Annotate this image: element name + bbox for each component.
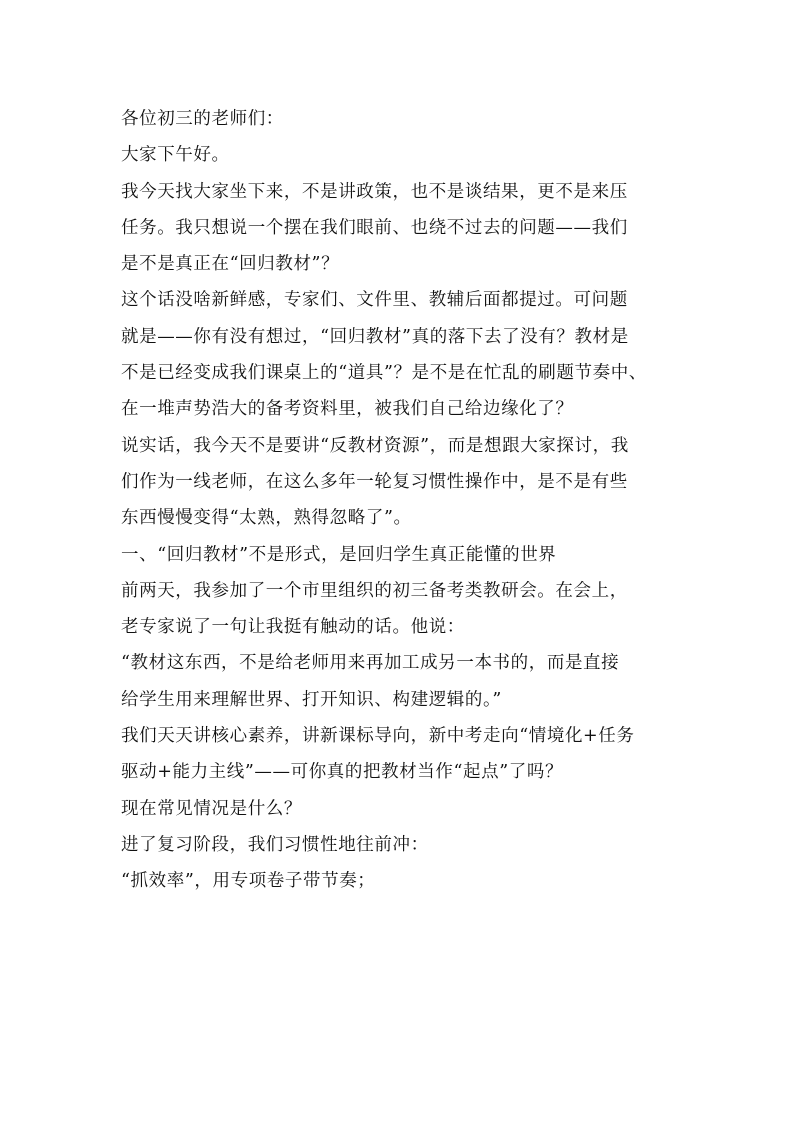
paragraph-line: 进了复习阶段，我们习惯性地往前冲： (121, 834, 429, 855)
paragraph-line: 是不是真正在“回归教材”？ (121, 254, 340, 275)
section-heading: 一、“回归教材”不是形式，是回归学生真正能懂的世界 (121, 544, 557, 565)
quote-line: 给学生用来理解世界、打开知识、构建逻辑的。” (121, 689, 502, 710)
paragraph-line: 不是已经变成我们课桌上的“道具”？是不是在忙乱的刷题节奏中、 (121, 363, 647, 384)
paragraph-line: “抓效率”，用专项卷子带节奏； (121, 871, 376, 892)
paragraph-line: 现在常见情况是什么？ (121, 798, 302, 819)
paragraph-line: 驱动+能力主线”——可你真的把教材当作“起点”了吗？ (121, 762, 564, 783)
paragraph-line: 任务。我只想说一个摆在我们眼前、也绕不过去的问题——我们 (121, 217, 628, 238)
paragraph-line: 我们天天讲核心素养，讲新课标导向，新中考走向“情境化+任务 (121, 726, 635, 747)
greeting: 大家下午好。 (121, 145, 230, 166)
paragraph-line: 东西慢慢变得“太熟，熟得忽略了”。 (121, 508, 412, 529)
paragraph-line: 就是——你有没有想过，“回归教材”真的落下去了没有？教材是 (121, 326, 629, 347)
paragraph-line: 们作为一线老师，在这么多年一轮复习惯性操作中，是不是有些 (121, 471, 628, 492)
paragraph-line: 我今天找大家坐下来，不是讲政策，也不是谈结果，更不是来压 (121, 181, 628, 202)
document-body (121, 101, 681, 900)
paragraph-line: 前两天，我参加了一个市里组织的初三备考类教研会。在会上， (121, 580, 628, 601)
paragraph-line: 这个话没啥新鲜感，专家们、文件里、教辅后面都提过。可问题 (121, 290, 628, 311)
quote-line: “教材这东西，不是给老师用来再加工成另一本书的，而是直接 (121, 653, 620, 674)
paragraph-line: 老专家说了一句让我挺有触动的话。他说： (121, 617, 465, 638)
paragraph-line: 在一堆声势浩大的备考资料里，被我们自己给边缘化了？ (121, 399, 574, 420)
salutation: 各位初三的老师们： (121, 109, 284, 129)
paragraph-line: 说实话，我今天不是要讲“反教材资源”，而是想跟大家探讨，我 (121, 435, 629, 456)
